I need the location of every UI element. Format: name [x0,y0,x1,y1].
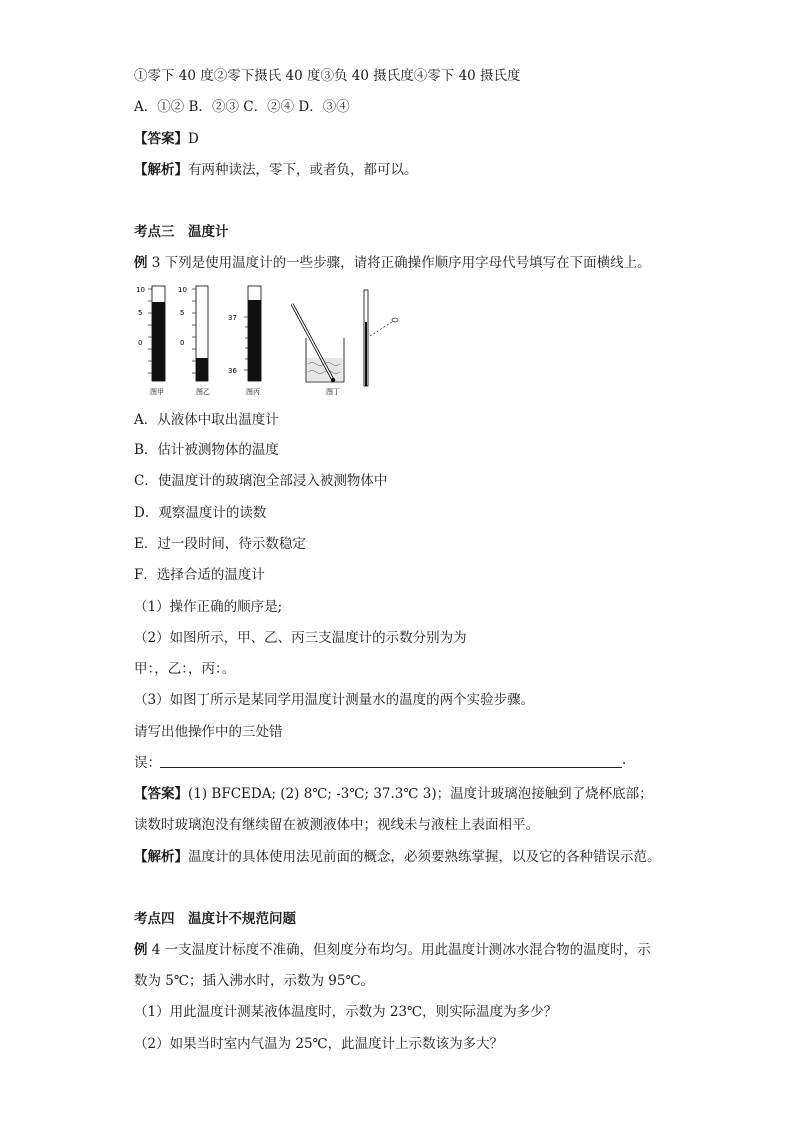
analysis-text: 温度计的具体使用法见前面的概念，必须要熟练掌握，以及它的各种错误示范。 [188,849,661,865]
analysis-3-line [134,847,661,867]
tick-label: 37 [228,314,237,322]
step-a: A．从液体中取出温度计 [134,412,279,428]
answer-value: D [188,131,199,147]
question-1: （1）操作正确的顺序是; [134,599,283,615]
answer-blank-line [160,767,622,768]
example-text: 4 一支温度计标度不准确，但刻度分布均匀。用此温度计测冰水混合物的温度时，示 [147,942,651,958]
example-label: 例 [134,942,148,958]
thermometer-yi [178,286,210,396]
question-2-blank: 甲：，乙：，丙：。 [134,661,236,677]
caption: 图丁 [326,388,340,396]
tick-label: 0 [138,339,143,347]
tick-label: 10 [178,286,187,294]
example-4 [134,940,651,960]
example-label: 例 [134,255,148,271]
tick-label: 10 [136,286,145,294]
tick-label: 5 [180,309,185,317]
question-4-2: （2）如果当时室内气温为 25℃，此温度计上示数该为多大？ [134,1036,504,1052]
thermometer-jia [136,286,165,396]
answer-label: 【答案】 [134,131,188,147]
example-4-line2: 数为 5℃；插入沸水时，示数为 95℃。 [134,973,375,989]
section-title-4: 考点四 温度计不规范问题 [134,911,296,927]
answer-text: (1) BFCEDA; (2) 8℃; -3℃; 37.3℃ 3)；温度计玻璃泡接触到了烧杯底部； [188,786,653,802]
example-3 [134,253,651,273]
question-2: （2）如图所示，甲、乙、丙三支温度计的示数分别为为 [134,630,467,646]
tick-label: 5 [138,309,143,317]
options-line: ①零下 40 度②零下摄氏 40 度③负 40 摄氏度④零下 40 摄氏度 [134,68,521,84]
step-d: D．观察温度计的读数 [134,505,267,521]
step-f: F．选择合适的温度计 [134,567,265,583]
thermometer-bing [228,286,261,396]
answer-3-line [134,784,653,804]
caption: 图丙 [246,388,260,396]
caption: 图乙 [196,388,210,396]
answer-label: 【答案】 [134,786,188,802]
question-3-line2: 误： [134,755,161,771]
tick-label: 0 [180,339,185,347]
caption: 图甲 [150,388,164,396]
analysis-text: 有两种读法，零下，或者负，都可以。 [188,162,418,178]
step-b: B．估计被测物体的温度 [134,442,279,458]
answer-3-line2: 读数时玻璃泡没有继续留在被测液体中；视线未与液柱上表面相平。 [134,817,539,833]
answer-line [134,129,199,149]
step-e: E．过一段时间，待示数稳定 [134,536,306,552]
question-3-line1: 请写出他操作中的三处错 [134,724,283,740]
analysis-line [134,160,418,180]
example-text: 3 下列是使用温度计的一些步骤，请将正确操作顺序用字母代号填写在下面横线上。 [147,255,651,271]
tick-label: 36 [228,367,237,375]
analysis-label: 【解析】 [134,162,188,178]
analysis-label: 【解析】 [134,849,188,865]
thermometer-figure [130,282,410,400]
thermometer-ding [292,290,398,396]
section-title-3: 考点三 温度计 [134,224,229,240]
blank-end-period: . [622,752,627,768]
question-3: （3）如图丁所示是某同学用温度计测量水的温度的两个实验步骤。 [134,692,535,708]
step-c: C．使温度计的玻璃泡全部浸入被测物体中 [134,473,388,489]
question-4-1: （1）用此温度计测某液体温度时，示数为 23℃，则实际温度为多少？ [134,1004,558,1020]
choices-line: A．①② B．②③ C．②④ D．③④ [134,99,350,115]
